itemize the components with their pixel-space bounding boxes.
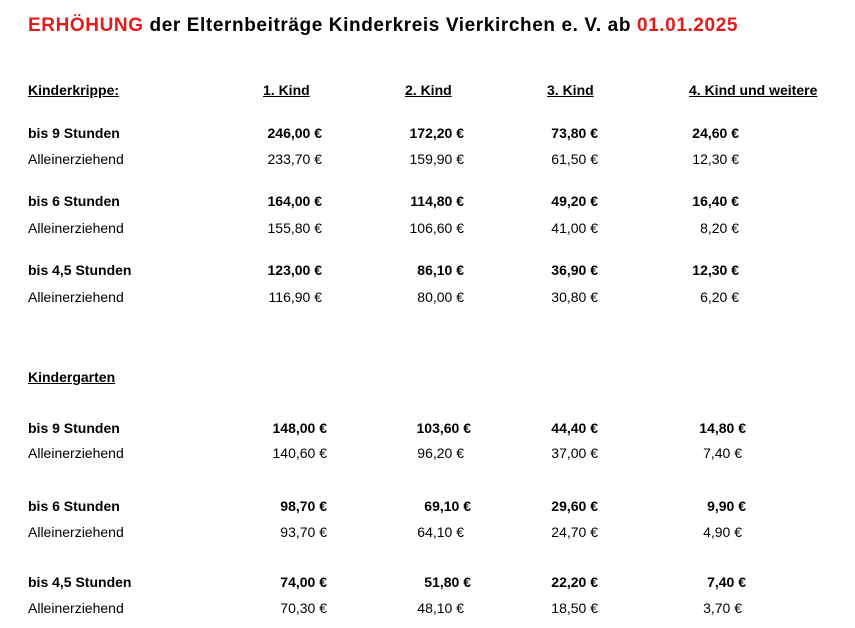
fee-cell: 8,20 €: [700, 220, 739, 236]
fee-cell: 73,80 €: [551, 125, 598, 141]
fee-cell: 93,70 €: [280, 524, 327, 540]
column-header-3: 3. Kind: [547, 82, 594, 98]
row-label: Alleinerziehend: [28, 600, 124, 616]
fee-cell: 6,20 €: [700, 289, 739, 305]
fee-cell: 148,00 €: [272, 420, 327, 436]
fee-cell: 172,20 €: [409, 125, 464, 141]
row-label: bis 6 Stunden: [28, 498, 120, 514]
fee-cell: 103,60 €: [416, 420, 471, 436]
fee-cell: 155,80 €: [267, 220, 322, 236]
fee-cell: 159,90 €: [409, 151, 464, 167]
fee-cell: 69,10 €: [424, 498, 471, 514]
fee-cell: 24,70 €: [551, 524, 598, 540]
page-title: [28, 15, 738, 37]
column-header-1: 1. Kind: [263, 82, 310, 98]
row-label: bis 9 Stunden: [28, 420, 120, 436]
table-row: [0, 600, 855, 618]
table-row: [0, 498, 855, 516]
column-header-2: 2. Kind: [405, 82, 452, 98]
fee-cell: 44,40 €: [551, 420, 598, 436]
title-date: 01.01.2025: [636, 15, 739, 36]
table-row: [0, 420, 855, 438]
row-label: bis 4,5 Stunden: [28, 262, 132, 278]
section-heading-kindergarten: Kindergarten: [28, 369, 116, 385]
fee-cell: 18,50 €: [551, 600, 598, 616]
fee-cell: 98,70 €: [280, 498, 327, 514]
fee-cell: 74,00 €: [280, 574, 327, 590]
column-header-4: 4. Kind und weitere: [689, 82, 818, 98]
row-label: Alleinerziehend: [28, 220, 124, 236]
fee-cell: 37,00 €: [551, 445, 598, 461]
fee-cell: 12,30 €: [692, 262, 739, 278]
fee-cell: 48,10 €: [417, 600, 464, 616]
fee-cell: 106,60 €: [409, 220, 464, 236]
table-row: [0, 151, 855, 169]
table-row: [0, 193, 855, 211]
fee-cell: 22,20 €: [551, 574, 598, 590]
row-label: Alleinerziehend: [28, 524, 124, 540]
fee-cell: 64,10 €: [417, 524, 464, 540]
fee-cell: 140,60 €: [272, 445, 327, 461]
fee-cell: 114,80 €: [410, 193, 464, 209]
fee-cell: 30,80 €: [551, 289, 598, 305]
table-row: [0, 524, 855, 542]
fee-cell: 24,60 €: [692, 125, 739, 141]
fee-cell: 96,20 €: [417, 445, 464, 461]
table-row: [0, 125, 855, 143]
fee-cell: 9,90 €: [707, 498, 746, 514]
fee-cell: 233,70 €: [267, 151, 322, 167]
row-label: Alleinerziehend: [28, 151, 124, 167]
fee-cell: 80,00 €: [417, 289, 464, 305]
row-label: bis 4,5 Stunden: [28, 574, 132, 590]
row-label: Alleinerziehend: [28, 289, 124, 305]
fee-cell: 164,00 €: [267, 193, 322, 209]
fee-cell: 3,70 €: [703, 600, 742, 616]
fee-cell: 14,80 €: [699, 420, 746, 436]
fee-cell: 4,90 €: [703, 524, 742, 540]
fee-cell: 29,60 €: [551, 498, 598, 514]
table-row: [0, 574, 855, 592]
fee-cell: 61,50 €: [551, 151, 598, 167]
title-main: der Elternbeiträge Kinderkreis Vierkirchen e. V. ab: [143, 15, 637, 36]
fee-cell: 51,80 €: [424, 574, 471, 590]
fee-cell: 123,00 €: [267, 262, 322, 278]
fee-cell: 116,90 €: [268, 289, 322, 305]
fee-cell: 12,30 €: [692, 151, 739, 167]
section-heading-kinderkrippe: Kinderkrippe:: [28, 82, 120, 98]
table-row: [0, 262, 855, 280]
fee-cell: 86,10 €: [417, 262, 464, 278]
fee-cell: 16,40 €: [692, 193, 739, 209]
fee-cell: 7,40 €: [707, 574, 746, 590]
title-highlight: ERHÖHUNG: [28, 15, 144, 36]
fee-cell: 7,40 €: [703, 445, 742, 461]
row-label: Alleinerziehend: [28, 445, 124, 461]
fee-cell: 36,90 €: [551, 262, 598, 278]
fee-cell: 49,20 €: [551, 193, 598, 209]
fee-cell: 246,00 €: [267, 125, 322, 141]
row-label: bis 6 Stunden: [28, 193, 120, 209]
fee-cell: 70,30 €: [280, 600, 327, 616]
table-row: [0, 289, 855, 307]
row-label: bis 9 Stunden: [28, 125, 120, 141]
fee-cell: 41,00 €: [551, 220, 598, 236]
table-row: [0, 220, 855, 238]
table-row: [0, 445, 855, 463]
